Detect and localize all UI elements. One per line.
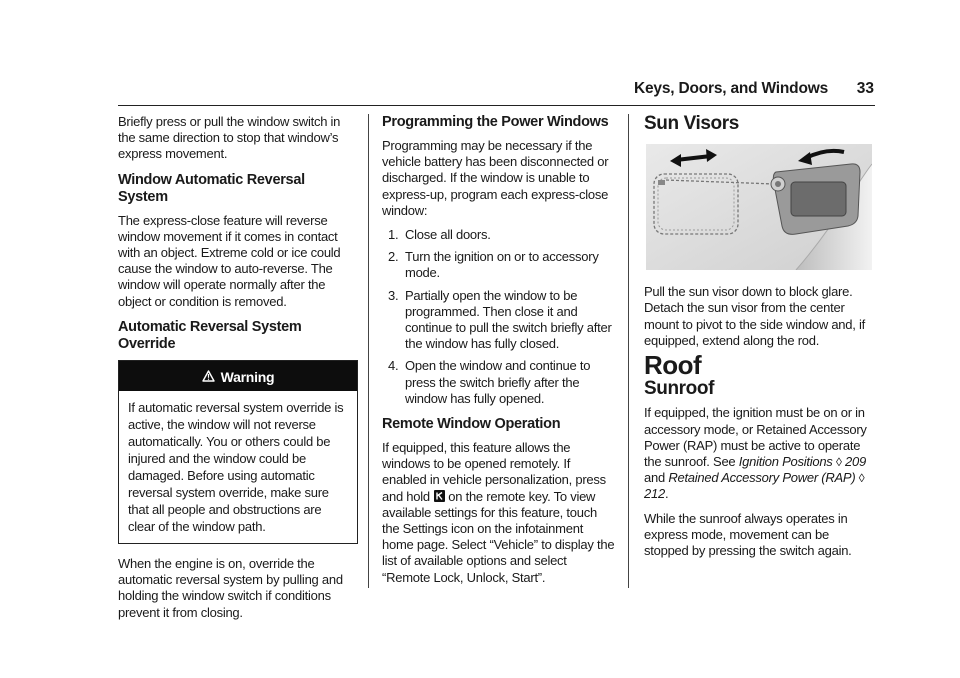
section-title: Keys, Doors, and Windows (633, 80, 828, 97)
warning-box (118, 360, 358, 544)
column-divider-1 (368, 114, 369, 588)
intro-paragraph: Briefly press or pull the window switch in the same direction to stop that window’s express movement. (118, 114, 341, 162)
remote-paragraph: If equipped, this feature allows the windows to be opened remotely. If enabled in vehicle personalization, press and hold on the remote key. To view available settings for this feature, touch the Settings icon on the infotainment home page. Select “Vehicle” to display the list of available options and select “Remote Lock, Unlock, Start”. (382, 440, 615, 585)
heading-sunroof: Sunroof (644, 378, 715, 400)
visor-paragraph: Pull the sun visor down to block glare. Detach the sun visor from the center mount to pivot to the side window and, if equipped, extend along the rod. (644, 284, 865, 348)
heading-roof: Roof (644, 350, 702, 381)
heading-window-automatic-reversal: Window Automatic Reversal System (118, 171, 305, 205)
list-item: 4. Open the window and continue to press the switch briefly after the window has fully opened. (388, 358, 591, 406)
ref-page-212[interactable]: 212 (644, 486, 665, 502)
column-divider-2 (628, 114, 629, 588)
list-item: 3. Partially open the window to be programmed. Then close it and continue to pull the switch briefly after the window has fully closed. (388, 287, 612, 352)
list-item: 2. Turn the ignition on or to accessory mode. (388, 249, 599, 281)
override-paragraph: When the engine is on, override the automatic reversal system by pulling and holding the window switch if conditions prevent it from closing. (118, 556, 343, 620)
sunroof-paragraph-1: If equipped, the ignition must be on or in accessory mode, or Retained Accessory Power (RAP) must be active to operate the sunroof. See Ignition Positions ◊ 209 and Retained Accessory Power (RAP) ◊ 212. (644, 405, 867, 502)
war-paragraph: The express-close feature will reverse window movement if it comes in contact with an object. Extreme cold or ice could cause the window to auto-reverse. The window will operate normally after the object or condition is removed. (118, 212, 341, 309)
heading-override: Automatic Reversal System Override (118, 318, 302, 352)
remote-start-key-icon (434, 490, 445, 502)
ref-page-209[interactable]: 209 (845, 454, 866, 470)
column-1 (118, 114, 358, 629)
heading-remote-window: Remote Window Operation (382, 416, 561, 433)
page-header (0, 80, 960, 106)
ref-rap[interactable]: Retained Accessory Power (RAP) (668, 470, 856, 486)
warning-text: If automatic reversal system override is active, the window will not reverse automatically. You or others could be injured and the window could be damaged. Before using automatic reversal system override, make sure that all people and obstructions are clear of the window path. (128, 400, 344, 535)
list-item: 1. Close all doors. (388, 227, 491, 243)
programming-steps (382, 227, 615, 407)
warning-title: Warning (220, 368, 275, 385)
sun-visor-illustration (646, 144, 872, 270)
column-3 (644, 114, 876, 567)
header-rule (118, 105, 875, 106)
page-number: 33 (856, 80, 874, 97)
warning-header (119, 361, 357, 391)
heading-sun-visors: Sun Visors (644, 113, 739, 134)
sunroof-paragraph-2: While the sunroof always operates in express mode, movement can be stopped by pressing the switch again. (644, 510, 852, 559)
programming-paragraph: Programming may be necessary if the vehicle battery has been disconnected or discharged. If the window is unable to express-up, program each express-close window: (382, 138, 609, 218)
ref-ignition-positions[interactable]: Ignition Positions (738, 454, 833, 470)
heading-programming: Programming the Power Windows (382, 114, 609, 130)
warning-triangle-icon (202, 369, 215, 385)
column-2 (382, 114, 615, 594)
